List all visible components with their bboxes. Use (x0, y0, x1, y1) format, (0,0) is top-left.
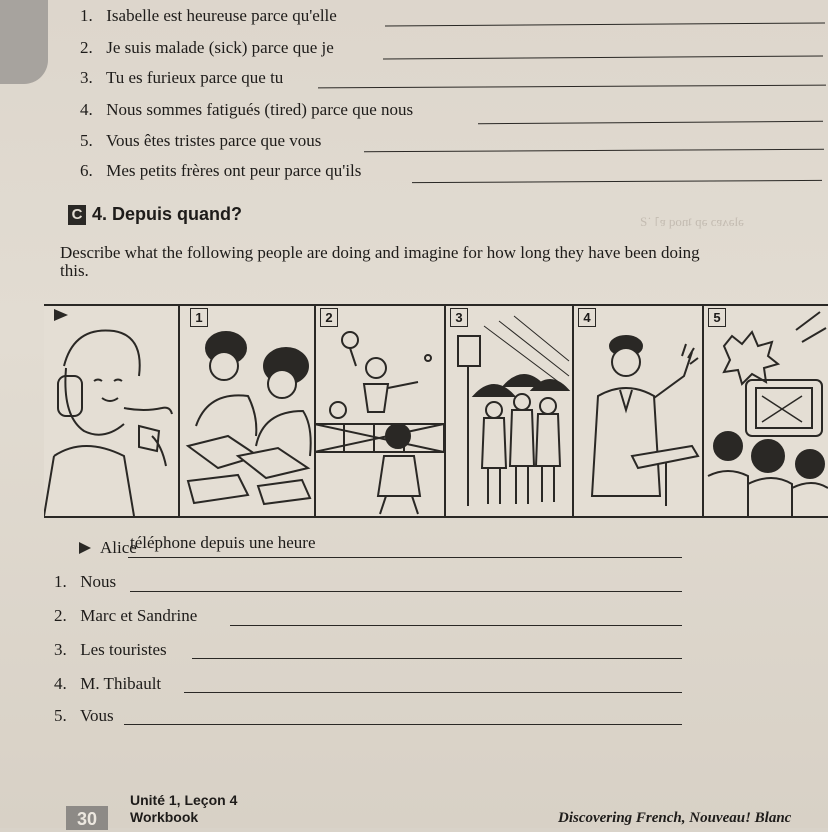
alice-phone-drawing (44, 306, 178, 516)
students-studying-drawing (178, 306, 314, 516)
answer-line-b2[interactable] (383, 55, 823, 59)
panel-2 (314, 306, 446, 516)
panel-4-number: 4 (578, 308, 596, 327)
instructions: Describe what the following people are doing and imagine for how long they have been doing this. (60, 243, 700, 280)
example-arrow-icon (52, 308, 70, 322)
section-heading (68, 204, 242, 225)
page-number: 30 (66, 806, 108, 830)
part-b-item-3: 3. Tu es furieux parce que tu (80, 68, 284, 87)
tourists-rain-drawing (444, 306, 572, 516)
illustration-strip (44, 304, 828, 518)
part-b-item-2: 2. Je suis malade (sick) parce que je (80, 38, 334, 57)
part-b-item-4: 4. Nous sommes fatigués (tired) parce que nous (80, 100, 414, 119)
answer-line-c2[interactable] (230, 625, 682, 626)
section-title: 4. Depuis quand? (92, 204, 243, 224)
answer-line-c5[interactable] (124, 724, 682, 725)
watching-tv-drawing (702, 306, 828, 516)
footer-unit (130, 792, 237, 826)
answer-line-c1[interactable] (130, 591, 682, 592)
panel-3-number: 3 (450, 308, 468, 327)
answer-item-2: 2. Marc et Sandrine (54, 606, 198, 625)
answer-line-c4[interactable] (184, 692, 682, 693)
section-letter: C (68, 205, 86, 225)
answer-line-b1[interactable] (385, 22, 825, 26)
panel-4 (572, 306, 704, 516)
panel-example (44, 306, 180, 516)
man-lecturing-drawing (572, 306, 702, 516)
panel-3 (444, 306, 574, 516)
panel-1-number: 1 (190, 308, 208, 327)
tennis-players-drawing (314, 306, 444, 516)
page-tab (0, 0, 48, 84)
panel-2-number: 2 (320, 308, 338, 327)
answer-line-b5[interactable] (364, 149, 824, 152)
answer-item-1: 1. Nous (54, 572, 117, 591)
part-b-item-5: 5. Vous êtes tristes parce que vous (80, 131, 322, 150)
answer-item-4: 4. M. Thibault (54, 674, 162, 693)
answer-item-3: 3. Les touristes (54, 640, 167, 659)
unit-label: Unité 1, Leçon 4 (130, 792, 238, 808)
example-subject: Alice (100, 538, 137, 557)
panel-5 (702, 306, 828, 516)
book-title: Discovering French, Nouveau! Blanc (558, 810, 792, 826)
bleed-through: ǝlǝʌɐɔ ǝp ʇnoq ɐ˥ ˙Ƨ (640, 214, 744, 229)
part-b-item-1: 1. Isabelle est heureuse parce qu'elle (80, 6, 337, 25)
book-type: Workbook (130, 809, 199, 825)
part-b-item-6: 6. Mes petits frères ont peur parce qu'ils (80, 161, 362, 180)
answer-item-5: 5. Vous (54, 706, 114, 725)
answer-line-b6[interactable] (412, 180, 822, 183)
example-answer-line (128, 557, 682, 558)
panel-1 (178, 306, 316, 516)
answer-line-c3[interactable] (192, 658, 682, 659)
panel-5-number: 5 (708, 308, 726, 327)
example-arrow-icon (78, 541, 92, 555)
answer-line-b3[interactable] (318, 85, 826, 89)
example-answer: téléphone depuis une heure (130, 533, 316, 552)
answer-line-b4[interactable] (478, 121, 823, 124)
